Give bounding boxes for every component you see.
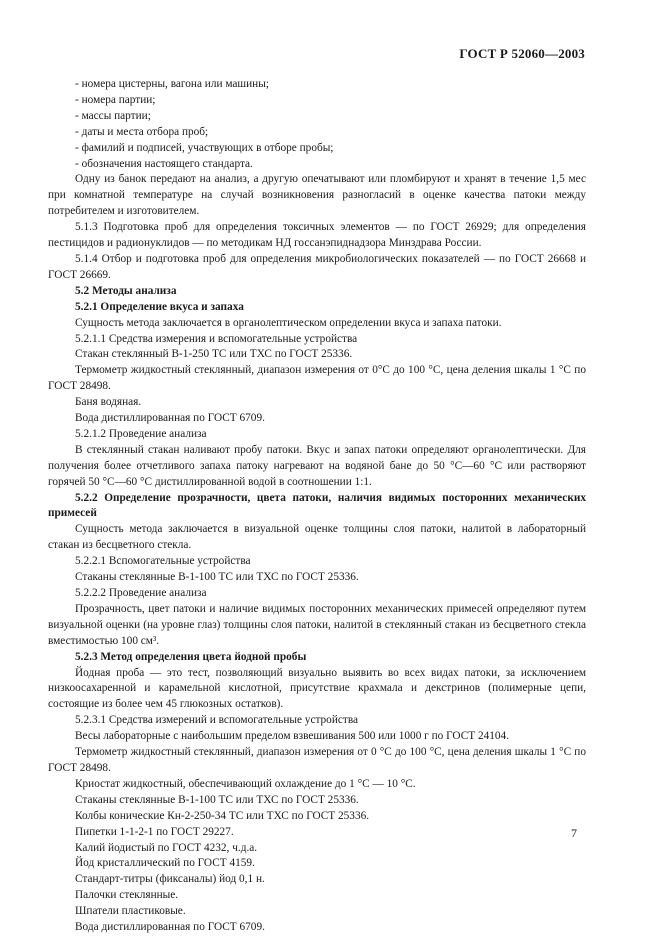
- paragraph: Сущность метода заключается в органолептическом определении вкуса и запаха патоки.: [75, 316, 502, 329]
- standard-header: ГОСТ Р 52060—2003: [459, 46, 585, 61]
- paragraph: Йод кристаллический по ГОСТ 4159.: [75, 857, 255, 870]
- paragraph: - массы партии;: [75, 109, 151, 122]
- section-heading: 5.2 Методы анализа: [75, 284, 177, 297]
- paragraph: Колбы конические Кн-2-250-34 ТС или ТХС по ГОСТ 25336.: [75, 809, 370, 822]
- paragraph: Термометр жидкостный стеклянный, диапазон измерения от 0°С до 100 °С, цена деления шкалы 1 °С по ГОСТ 28498.: [48, 364, 586, 393]
- paragraph: Криостат жидкостный, обеспечивающий охлаждение до 1 °С — 10 °С.: [75, 777, 416, 790]
- paragraph: 5.2.3.1 Средства измерений и вспомогательные устройства: [75, 714, 359, 727]
- paragraph: 5.2.2.1 Вспомогательные устройства: [75, 555, 251, 568]
- paragraph: - даты и места отбора проб;: [75, 125, 209, 138]
- paragraph: - обозначения настоящего стандарта.: [75, 157, 253, 170]
- paragraph: Баня водяная.: [75, 396, 142, 409]
- paragraph: Прозрачность, цвет патоки и наличие видимых посторонних механических примесей определяют путем визуальной оценки (на уровне глаз) толщины слоя патоки, налитой в стеклянный стакан из бесцветного стекла вместимостью 100 см³.: [48, 602, 586, 647]
- paragraph: Стаканы стеклянные В-1-100 ТС или ТХС по ГОСТ 25336.: [75, 793, 359, 806]
- paragraph: 5.2.2.2 Проведение анализа: [75, 587, 207, 599]
- paragraph: Шпатели пластиковые.: [75, 905, 186, 918]
- paragraph: Стакан стеклянный В-1-250 ТС или ТХС по ГОСТ 25336.: [75, 348, 353, 361]
- paragraph: Стандарт-титры (фиксаналы) йод 0,1 н.: [75, 873, 265, 886]
- paragraph: 5.2.1.2 Проведение анализа: [75, 427, 207, 440]
- paragraph: Стаканы стеклянные В-1-100 ТС или ТХС по ГОСТ 25336.: [75, 571, 359, 584]
- paragraph: Пипетки 1-1-2-1 по ГОСТ 29227.: [75, 825, 234, 838]
- paragraph: В стеклянный стакан наливают пробу патоки. Вкус и запах патоки определяют органолептически. Для получения более отчетливого запаха патоку нагревают на водяной бане до 50 °С—60 °С или растворяют горячей 50 °С—60 °С дистиллированной водой в соотношении 1:1.: [48, 443, 586, 488]
- paragraph: 5.1.4 Отбор и подготовка проб для определения микробиологических показателей — по ГОСТ 26668 и ГОСТ 26669.: [48, 252, 586, 281]
- paragraph: 5.1.3 Подготовка проб для определения токсичных элементов — по ГОСТ 26929; для определения пестицидов и радионуклидов — по методикам НД госсанэпиднадзора Минздрава России.: [48, 221, 586, 250]
- paragraph: 5.2.1.1 Средства измерения и вспомогательные устройства: [75, 332, 358, 345]
- document-body: [48, 77, 586, 936]
- paragraph: Одну из банок передают на анализ, а другую опечатывают или пломбируют и хранят в течение 1,5 мес при комнатной температуре на случай возникновения разногласий в оценке качества патоки между потребителем и изготовителем.: [48, 173, 586, 218]
- paragraph: Палочки стеклянные.: [75, 889, 179, 902]
- paragraph: Йодная проба — это тест, позволяющий визуально выявить во всех видах патоки, за исключением низкоосахаренной и карамельной кислотной, присутствие крахмала и декстринов (полимерные цепи, состоящие из более чем 45 глюкозных остатков).: [48, 666, 586, 711]
- paragraph: Термометр жидкостный стеклянный, диапазон измерения от 0 °С до 100 °С, цена деления шкалы 1 °С по ГОСТ 28498.: [48, 746, 586, 774]
- paragraph: Вода дистиллированная по ГОСТ 6709.: [75, 412, 265, 425]
- paragraph: Сущность метода заключается в визуальной оценке толщины слоя патоки, налитой в лабораторный стакан из бесцветного стекла.: [48, 523, 586, 552]
- paragraph: Весы лабораторные с наибольшим пределом взвешивания 500 или 1000 г по ГОСТ 24104.: [75, 730, 510, 743]
- paragraph: - номера цистерны, вагона или машины;: [75, 78, 269, 90]
- paragraph: Вода дистиллированная по ГОСТ 6709.: [75, 921, 265, 934]
- section-heading: 5.2.1 Определение вкуса и запаха: [75, 300, 244, 313]
- paragraph: Калий йодистый по ГОСТ 4232, ч.д.а.: [75, 841, 258, 854]
- paragraph: - фамилий и подписей, участвующих в отборе пробы;: [75, 141, 334, 154]
- section-heading: 5.2.3 Метод определения цвета йодной пробы: [75, 650, 307, 663]
- paragraph: - номера партии;: [75, 93, 156, 106]
- section-heading: 5.2.2 Определение прозрачности, цвета патоки, наличия видимых посторонних механических примесей: [48, 491, 586, 520]
- page-number: 7: [571, 826, 577, 840]
